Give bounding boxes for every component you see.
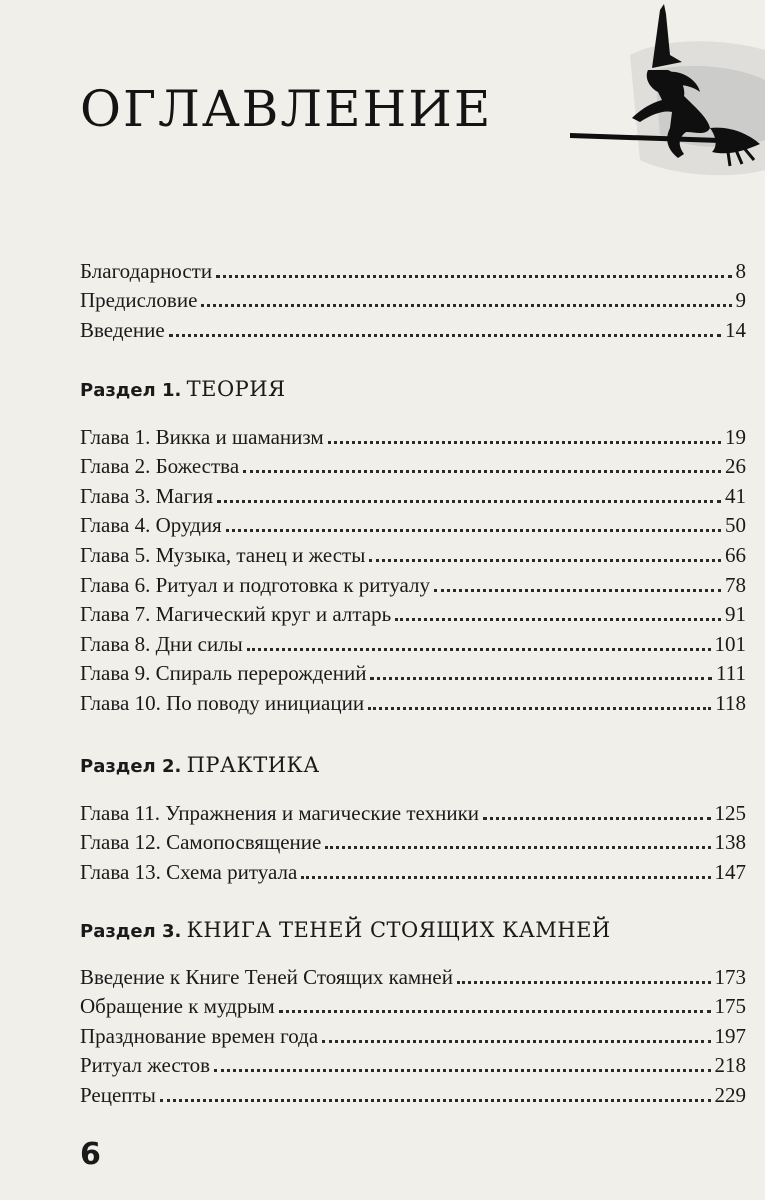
toc-entry: [80, 960, 746, 990]
toc-entry: [80, 627, 746, 657]
toc-entry-label: Глава 3. Магия: [80, 483, 214, 508]
dot-leader: [216, 275, 731, 278]
toc-entry-label: Глава 11. Упражнения и магические техники: [80, 800, 480, 825]
toc-entry-label: Глава 13. Схема ритуала: [80, 859, 298, 884]
toc-entry-page: 101: [714, 631, 746, 656]
toc-entry: [80, 990, 746, 1020]
toc-entry-label: Глава 10. По поводу инициации: [80, 690, 365, 715]
dot-leader: [169, 334, 721, 337]
toc-entry-label: Глава 1. Викка и шаманизм: [80, 424, 324, 449]
section-name: ПРАКТИКА: [186, 753, 320, 777]
toc-entry-page: 138: [714, 830, 746, 855]
dot-leader: [247, 648, 711, 651]
page-number: 6: [80, 1137, 101, 1172]
toc-entry: [80, 313, 746, 343]
toc-entry-page: 111: [716, 661, 746, 686]
toc-entry-page: 218: [714, 1053, 746, 1078]
toc-entry: [80, 450, 746, 480]
toc-entry: [80, 420, 746, 450]
dot-leader: [325, 846, 710, 849]
dot-leader: [243, 470, 721, 473]
toc-entry-label: Глава 7. Магический круг и алтарь: [80, 602, 392, 627]
toc-entry: [80, 479, 746, 509]
toc-entry: [80, 254, 746, 284]
dot-leader: [368, 707, 711, 710]
dot-leader: [322, 1040, 710, 1043]
toc-entry-label: Глава 6. Ритуал и подготовка к ритуалу: [80, 572, 431, 597]
toc-entry-page: 147: [714, 859, 746, 884]
toc-entry-page: 78: [725, 572, 746, 597]
toc-entry: [80, 826, 746, 856]
front-matter-list: [80, 254, 746, 343]
toc-entry-label: Глава 9. Спираль перерождений: [80, 661, 367, 686]
toc-entry-page: 9: [735, 288, 746, 313]
toc-entry-page: 118: [715, 690, 746, 715]
toc-entry-label: Глава 12. Самопосвящение: [80, 830, 322, 855]
toc-entry-page: 14: [725, 317, 746, 342]
toc-entry-page: 41: [725, 483, 746, 508]
page-title: ОГЛАВЛЕНИЕ: [80, 80, 493, 138]
toc-entry-page: 197: [714, 1023, 746, 1048]
dot-leader: [369, 559, 721, 562]
dot-leader: [328, 441, 721, 444]
toc-entry: [80, 509, 746, 539]
dot-leader: [483, 817, 710, 820]
dot-leader: [395, 618, 721, 621]
dot-leader: [301, 876, 710, 879]
toc-entry-label: Обращение к мудрым: [80, 994, 275, 1019]
toc-entry-page: 229: [714, 1082, 746, 1107]
toc-entry: [80, 538, 746, 568]
dot-leader: [226, 529, 721, 532]
toc-entry-label: Предисловие: [80, 288, 198, 313]
toc-entry: [80, 657, 746, 687]
dot-leader: [217, 500, 721, 503]
dot-leader: [214, 1069, 711, 1072]
toc-entry-label: Рецепты: [80, 1082, 156, 1107]
toc-entry-label: Празднование времен года: [80, 1023, 319, 1048]
section-number: Раздел 3.: [80, 921, 182, 942]
toc-entry-label: Ритуал жестов: [80, 1053, 210, 1078]
toc-entry: [80, 568, 746, 598]
toc-entry-label: Глава 4. Орудия: [80, 513, 222, 538]
dot-leader: [370, 677, 712, 680]
toc-entry-page: 66: [725, 542, 746, 567]
section-number: Раздел 1.: [80, 380, 182, 401]
section-number: Раздел 2.: [80, 756, 182, 777]
dot-leader: [434, 589, 721, 592]
toc-entry-page: 173: [714, 964, 746, 989]
toc-entry: [80, 686, 746, 716]
witch-on-broom-icon: [560, 0, 765, 200]
toc-entry-label: Глава 8. Дни силы: [80, 631, 243, 656]
toc-entry-label: Введение: [80, 317, 165, 342]
toc-entry-page: 50: [725, 513, 746, 538]
dot-leader: [160, 1099, 711, 1102]
toc-entry-label: Введение к Книге Теней Стоящих камней: [80, 964, 453, 989]
toc-entry: [80, 284, 746, 314]
section-heading: [80, 376, 286, 404]
toc-entry: [80, 598, 746, 628]
section-heading: [80, 917, 611, 945]
section-entries: [80, 796, 746, 885]
toc-entry-page: 125: [714, 800, 746, 825]
section-name: КНИГА ТЕНЕЙ СТОЯЩИХ КАМНЕЙ: [186, 918, 611, 942]
toc-entry: [80, 1049, 746, 1079]
dot-leader: [457, 981, 711, 984]
toc-entry-page: 19: [725, 424, 746, 449]
toc-entry: [80, 855, 746, 885]
section-heading: [80, 752, 320, 780]
toc-entry-page: 8: [735, 258, 746, 283]
toc-entry-label: Глава 2. Божества: [80, 454, 240, 479]
toc-entry: [80, 796, 746, 826]
toc-entry: [80, 1019, 746, 1049]
section-entries: [80, 420, 746, 716]
toc-entry-page: 175: [714, 994, 746, 1019]
toc-entry-label: Глава 5. Музыка, танец и жесты: [80, 542, 366, 567]
dot-leader: [279, 1010, 711, 1013]
section-name: ТЕОРИЯ: [186, 377, 286, 401]
toc-entry-page: 91: [725, 602, 746, 627]
toc-entry: [80, 1078, 746, 1108]
dot-leader: [201, 304, 731, 307]
section-entries: [80, 960, 746, 1108]
toc-entry-label: Благодарности: [80, 258, 213, 283]
toc-entry-page: 26: [725, 454, 746, 479]
